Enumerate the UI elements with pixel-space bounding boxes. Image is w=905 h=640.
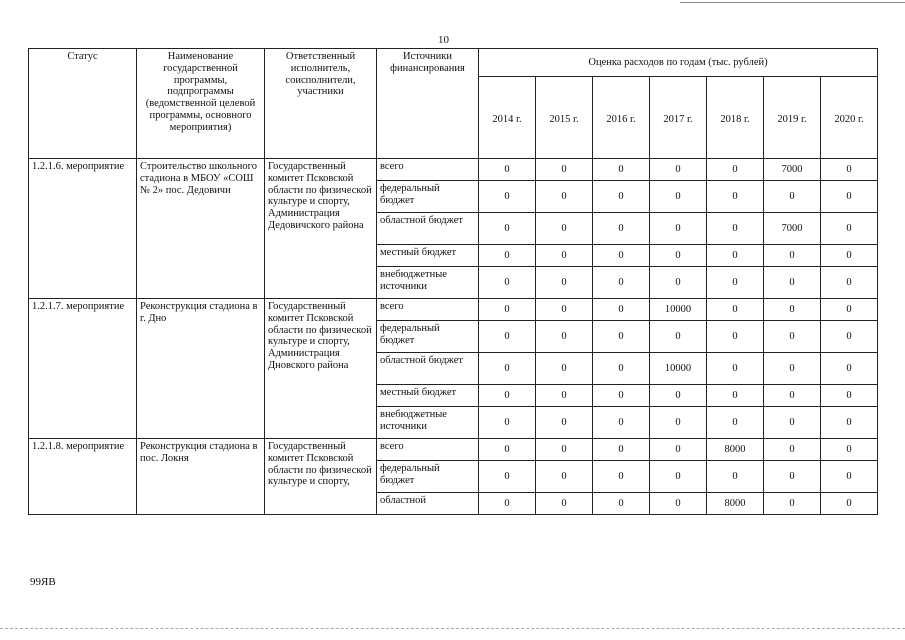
footer-code: 99ЯВ <box>30 576 56 588</box>
activity-name: Строительство школьного стадиона в МБОУ «СОШ № 2» пос. Дедовичи <box>137 159 265 299</box>
expense-value: 0 <box>821 439 878 461</box>
expense-value: 0 <box>479 181 536 213</box>
activity-responsible: Государственный комитет Псковской области по физической культуре и спорту, Администрация Дедовичского района <box>265 159 377 299</box>
header-year: 2019 г. <box>764 77 821 159</box>
funding-source: федеральный бюджет <box>377 181 479 213</box>
expense-value: 0 <box>593 407 650 439</box>
expense-value: 0 <box>479 407 536 439</box>
header-responsible: Ответственный исполнитель, соисполнители, участники <box>265 49 377 159</box>
funding-source: федеральный бюджет <box>377 461 479 493</box>
expense-value: 0 <box>764 181 821 213</box>
expense-value: 8000 <box>707 439 764 461</box>
activity-name: Реконструкция стадиона в пос. Локня <box>137 439 265 515</box>
funding-source: местный бюджет <box>377 385 479 407</box>
funding-source: федеральный бюджет <box>377 321 479 353</box>
activity-name: Реконструкция стадиона в г. Дно <box>137 299 265 439</box>
expense-value: 0 <box>650 181 707 213</box>
expense-value: 0 <box>593 267 650 299</box>
funding-source: областной бюджет <box>377 213 479 245</box>
expense-value: 0 <box>536 493 593 515</box>
expense-value: 0 <box>821 385 878 407</box>
expense-value: 0 <box>650 159 707 181</box>
expense-value: 0 <box>479 245 536 267</box>
expense-value: 0 <box>764 461 821 493</box>
expense-value: 0 <box>536 245 593 267</box>
activity-status: 1.2.1.7. мероприятие <box>29 299 137 439</box>
header-sources: Источники финансирования <box>377 49 479 159</box>
expense-value: 0 <box>536 353 593 385</box>
expense-value: 8000 <box>707 493 764 515</box>
expense-value: 0 <box>821 407 878 439</box>
expense-value: 0 <box>479 213 536 245</box>
funding-source: всего <box>377 299 479 321</box>
expense-value: 0 <box>764 385 821 407</box>
expense-value: 7000 <box>764 159 821 181</box>
expense-value: 0 <box>764 267 821 299</box>
expense-value: 0 <box>707 461 764 493</box>
expense-value: 0 <box>707 407 764 439</box>
expense-value: 0 <box>593 299 650 321</box>
scan-edge-line <box>0 628 905 629</box>
expense-value: 0 <box>821 321 878 353</box>
expense-value: 0 <box>650 407 707 439</box>
expense-value: 0 <box>707 159 764 181</box>
expense-value: 0 <box>593 321 650 353</box>
expense-value: 0 <box>764 299 821 321</box>
expense-value: 0 <box>764 321 821 353</box>
expense-value: 0 <box>764 407 821 439</box>
header-year: 2016 г. <box>593 77 650 159</box>
expense-value: 0 <box>821 267 878 299</box>
activity-status: 1.2.1.6. мероприятие <box>29 159 137 299</box>
table-row <box>29 439 878 461</box>
expense-value: 0 <box>650 213 707 245</box>
expense-value: 0 <box>707 267 764 299</box>
expense-value: 0 <box>479 353 536 385</box>
expense-value: 0 <box>536 299 593 321</box>
table-row <box>29 159 878 181</box>
expenditure-table <box>28 48 878 515</box>
funding-source: внебюджетные источники <box>377 407 479 439</box>
expense-value: 0 <box>764 439 821 461</box>
header-year: 2015 г. <box>536 77 593 159</box>
expense-value: 0 <box>650 385 707 407</box>
expense-value: 0 <box>707 213 764 245</box>
expense-value: 0 <box>479 321 536 353</box>
expense-value: 0 <box>593 181 650 213</box>
expense-value: 0 <box>650 461 707 493</box>
expense-value: 7000 <box>764 213 821 245</box>
expense-value: 0 <box>479 493 536 515</box>
expense-value: 0 <box>536 439 593 461</box>
expense-value: 0 <box>707 353 764 385</box>
expense-value: 0 <box>593 385 650 407</box>
expense-value: 0 <box>593 493 650 515</box>
expense-value: 0 <box>707 299 764 321</box>
header-name: Наименование государственной программы, подпрограммы (ведомственной целевой программы, основного мероприятия) <box>137 49 265 159</box>
expense-value: 0 <box>593 439 650 461</box>
expense-value: 0 <box>650 493 707 515</box>
expense-value: 0 <box>479 439 536 461</box>
expense-value: 0 <box>479 461 536 493</box>
expense-value: 0 <box>593 159 650 181</box>
expense-value: 0 <box>764 353 821 385</box>
expense-value: 0 <box>479 299 536 321</box>
expense-value: 0 <box>536 407 593 439</box>
header-year: 2018 г. <box>707 77 764 159</box>
expense-value: 0 <box>650 267 707 299</box>
expense-value: 0 <box>650 321 707 353</box>
scan-edge-line <box>680 2 905 3</box>
expense-value: 0 <box>536 181 593 213</box>
activity-responsible: Государственный комитет Псковской области по физической культуре и спорту, Администрация Дновского района <box>265 299 377 439</box>
expense-value: 0 <box>821 159 878 181</box>
expense-value: 0 <box>593 245 650 267</box>
header-year: 2014 г. <box>479 77 536 159</box>
expense-value: 0 <box>479 159 536 181</box>
expense-value: 0 <box>821 299 878 321</box>
header-status: Статус <box>29 49 137 159</box>
expense-value: 10000 <box>650 299 707 321</box>
expense-value: 0 <box>821 493 878 515</box>
expense-value: 0 <box>821 353 878 385</box>
expense-value: 0 <box>821 461 878 493</box>
expense-value: 0 <box>536 461 593 493</box>
expense-value: 0 <box>821 245 878 267</box>
expense-value: 0 <box>764 493 821 515</box>
page-number: 10 <box>438 34 449 46</box>
activity-responsible: Государственный комитет Псковской области по физической культуре и спорту, <box>265 439 377 515</box>
expense-value: 0 <box>593 461 650 493</box>
expense-value: 0 <box>650 245 707 267</box>
expense-value: 0 <box>479 267 536 299</box>
expense-value: 0 <box>593 353 650 385</box>
header-year: 2020 г. <box>821 77 878 159</box>
expense-value: 0 <box>536 267 593 299</box>
expense-value: 0 <box>593 213 650 245</box>
expense-value: 0 <box>536 159 593 181</box>
expense-value: 0 <box>479 385 536 407</box>
funding-source: всего <box>377 439 479 461</box>
table-row <box>29 299 878 321</box>
expense-value: 0 <box>536 321 593 353</box>
expense-value: 0 <box>821 181 878 213</box>
expense-value: 0 <box>536 385 593 407</box>
expense-value: 0 <box>650 439 707 461</box>
expense-value: 0 <box>821 213 878 245</box>
funding-source: областной бюджет <box>377 353 479 385</box>
expense-value: 0 <box>707 245 764 267</box>
funding-source: местный бюджет <box>377 245 479 267</box>
funding-source: внебюджетные источники <box>377 267 479 299</box>
funding-source: областной <box>377 493 479 515</box>
header-year: 2017 г. <box>650 77 707 159</box>
expense-value: 0 <box>707 321 764 353</box>
header-estimate: Оценка расходов по годам (тыс. рублей) <box>479 49 878 77</box>
expense-value: 0 <box>707 385 764 407</box>
expense-value: 0 <box>764 245 821 267</box>
activity-status: 1.2.1.8. мероприятие <box>29 439 137 515</box>
funding-source: всего <box>377 159 479 181</box>
expense-value: 0 <box>707 181 764 213</box>
expense-value: 0 <box>536 213 593 245</box>
expense-value: 10000 <box>650 353 707 385</box>
